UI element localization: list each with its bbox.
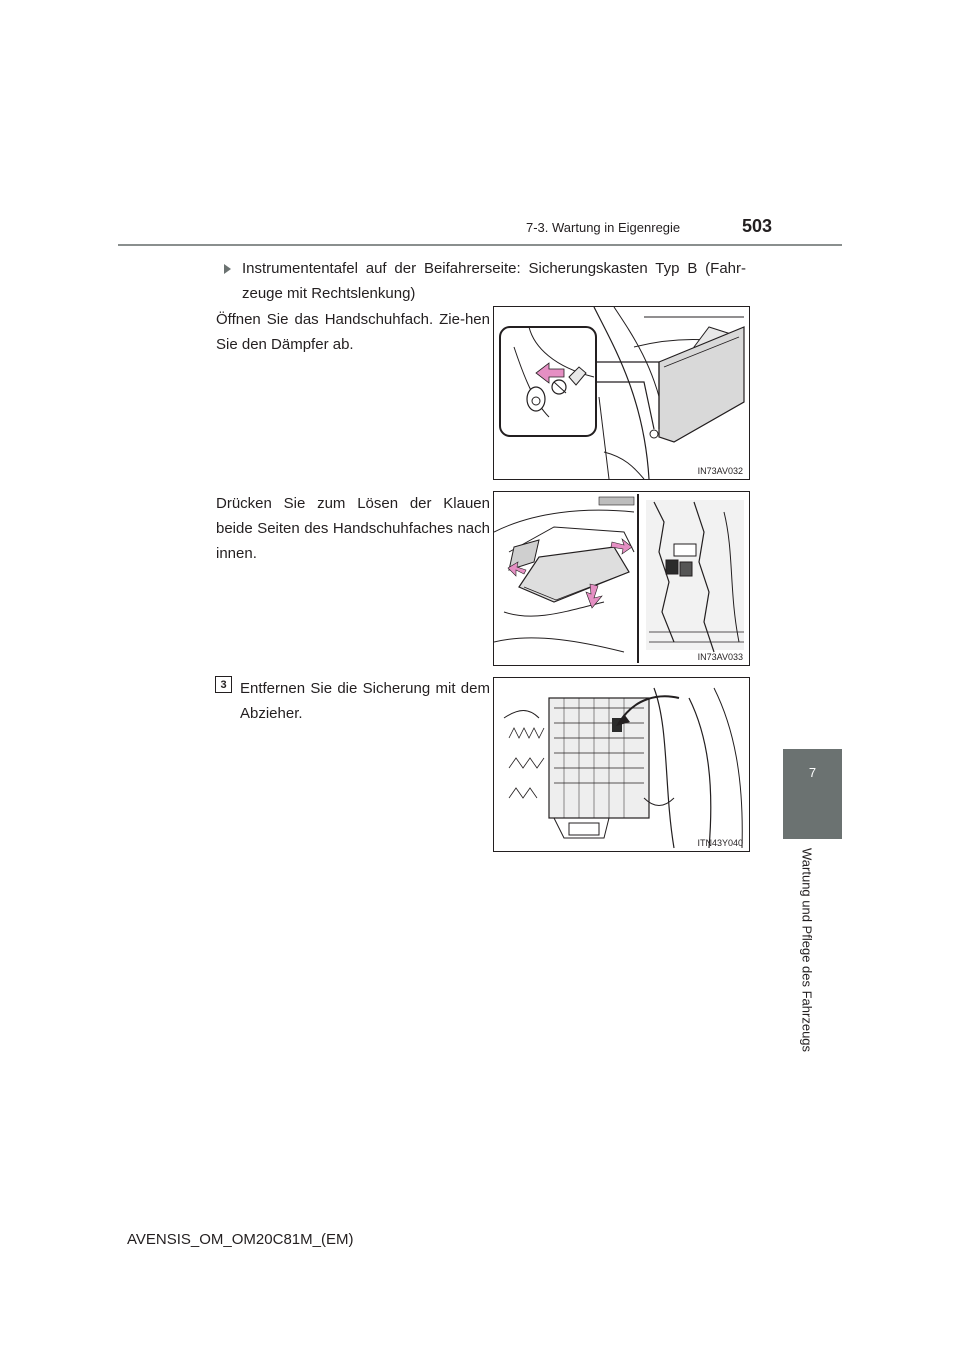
chapter-number: 7 xyxy=(808,765,817,780)
chapter-tab xyxy=(783,749,842,839)
step-1-text: Öffnen Sie das Handschuhfach. Zie-hen Sie den Dämpfer ab. xyxy=(216,311,490,353)
figure-code: ITN43Y040 xyxy=(697,838,743,848)
step-3-text: Entfernen Sie die Sicherung mit dem Abzieher. xyxy=(240,680,490,722)
bullet-triangle-icon xyxy=(224,264,231,274)
glovebox-claws-illustration xyxy=(494,492,749,665)
figure-fuse-removal xyxy=(493,677,750,852)
running-header-section: 7-3. Wartung in Eigenregie xyxy=(526,220,681,235)
step-2-text: Drücken Sie zum Lösen der Klauen beide Seiten des Handschuhfaches nach innen. xyxy=(216,495,490,562)
chapter-title: Wartung und Pflege des Fahrzeugs xyxy=(799,848,815,1053)
step-3-badge: 3 xyxy=(215,676,232,693)
glovebox-damper-illustration xyxy=(494,307,749,479)
bullet-text: Instrumententafel auf der Beifahrerseite: Sicherungskasten Typ B (Fahr-zeuge mit Rechtslenkung) xyxy=(242,260,746,302)
fuse-removal-illustration xyxy=(494,678,749,851)
bullet-heading xyxy=(224,256,746,306)
figure-code: IN73AV033 xyxy=(697,652,743,662)
footer-document-id: AVENSIS_OM_OM20C81M_(EM) xyxy=(127,1231,354,1248)
figure-glovebox-damper xyxy=(493,306,750,480)
page-number: 503 xyxy=(742,216,773,236)
figure-glovebox-claws xyxy=(493,491,750,666)
header-divider xyxy=(118,244,842,246)
figure-code: IN73AV032 xyxy=(697,466,743,476)
chapter-title-vertical xyxy=(796,848,818,1053)
